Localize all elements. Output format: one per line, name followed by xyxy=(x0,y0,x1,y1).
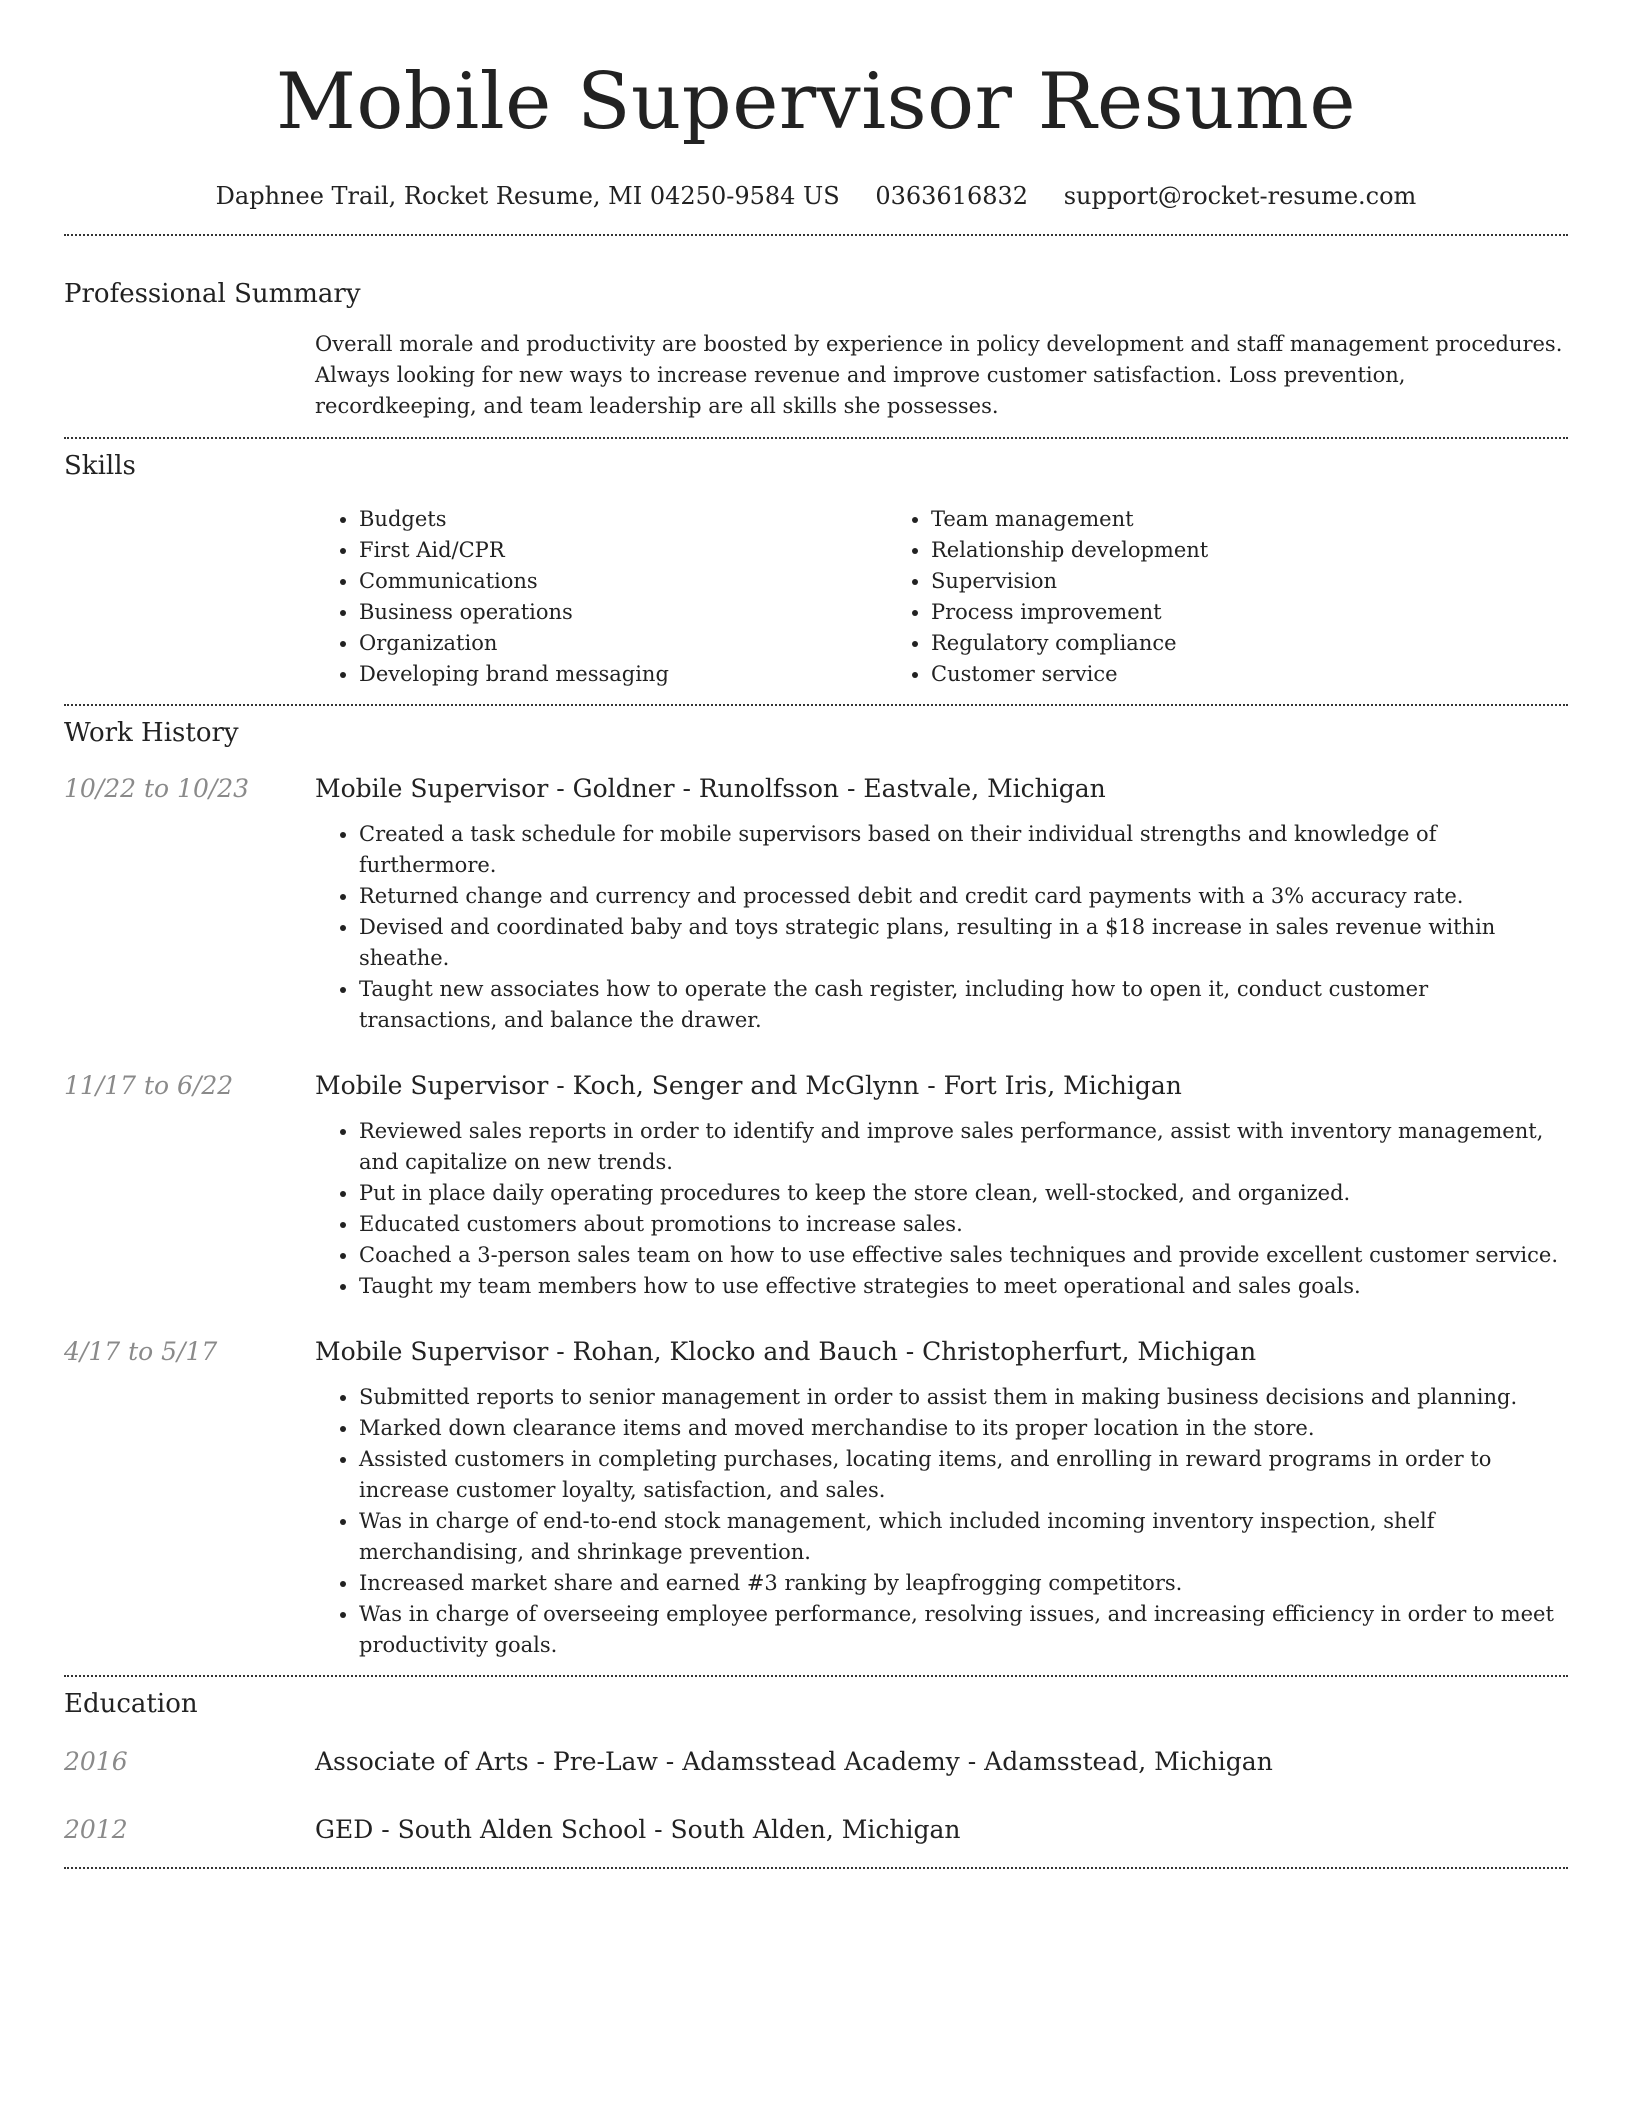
education-entry xyxy=(64,1745,1568,1779)
skills-list xyxy=(315,504,1568,690)
education-year: 2016 xyxy=(64,1747,128,1776)
job-entry xyxy=(64,772,1568,1036)
job-entry xyxy=(64,1069,1568,1302)
job-bullet: • Created a task schedule for mobile supervisors based on their individual strengths and knowledge of furthermore. xyxy=(359,819,1568,881)
skill-item: • Communications xyxy=(359,566,887,597)
contact-email: support@rocket-resume.com xyxy=(1063,182,1417,210)
job-dates: 10/22 to 10/23 xyxy=(64,774,250,803)
skill-item: • Customer service xyxy=(931,659,1459,690)
skills-column-right xyxy=(887,504,1459,690)
education-entry xyxy=(64,1813,1568,1847)
education-title: Associate of Arts - Pre-Law - Adamsstead Academy - Adamsstead, Michigan xyxy=(315,1747,1273,1776)
job-bullet: • Was in charge of end-to-end stock management, which included incoming inventory inspection, shelf merchandising, and shrinkage prevention. xyxy=(359,1506,1568,1568)
skills-heading: Skills xyxy=(64,451,136,481)
job-header xyxy=(64,1069,1568,1103)
job-bullet: • Reviewed sales reports in order to identify and improve sales performance, assist with inventory management, and capitalize on new trends. xyxy=(359,1116,1568,1178)
contact-phone: 0363616832 xyxy=(875,182,1029,210)
job-bullet: • Returned change and currency and processed debit and credit card payments with a 3% accuracy rate. xyxy=(359,881,1568,912)
education-heading: Education xyxy=(64,1689,198,1719)
resume-title: Mobile Supervisor Resume xyxy=(275,57,1356,147)
work-heading: Work History xyxy=(64,718,239,748)
divider xyxy=(64,704,1568,706)
skill-item: • Relationship development xyxy=(931,535,1459,566)
job-title: Mobile Supervisor - Goldner - Runolfsson - Eastvale, Michigan xyxy=(315,774,1106,803)
skill-item: • Regulatory compliance xyxy=(931,628,1459,659)
skill-item: • Team management xyxy=(931,504,1459,535)
job-bullet: • Coached a 3-person sales team on how to use effective sales techniques and provide excellent customer service. xyxy=(359,1240,1568,1271)
skill-item: • Business operations xyxy=(359,597,887,628)
job-entry xyxy=(64,1335,1568,1661)
divider xyxy=(64,437,1568,439)
job-title: Mobile Supervisor - Rohan, Klocko and Bauch - Christopherfurt, Michigan xyxy=(315,1337,1257,1366)
summary-text: Overall morale and productivity are boosted by experience in policy development and staff management procedures. Always looking for new ways to increase revenue and improve customer satisfaction. Loss prevention, recordkeeping, and team leadership are all skills she possesses. xyxy=(315,332,1563,418)
job-bullets xyxy=(315,819,1568,1036)
divider xyxy=(64,234,1568,236)
job-bullets xyxy=(315,1116,1568,1302)
skills-column-left xyxy=(315,504,887,690)
job-header xyxy=(64,1335,1568,1369)
job-bullet: • Educated customers about promotions to increase sales. xyxy=(359,1209,1568,1240)
skill-item: • Budgets xyxy=(359,504,887,535)
job-bullet: • Taught my team members how to use effective strategies to meet operational and sales goals. xyxy=(359,1271,1568,1302)
job-bullet: • Assisted customers in completing purchases, locating items, and enrolling in reward programs in order to increase customer loyalty, satisfaction, and sales. xyxy=(359,1444,1568,1506)
summary-heading: Professional Summary xyxy=(64,279,361,309)
education-year: 2012 xyxy=(64,1815,128,1844)
divider xyxy=(64,1867,1568,1869)
skill-item: • Process improvement xyxy=(931,597,1459,628)
job-bullet: • Was in charge of overseeing employee performance, resolving issues, and increasing efficiency in order to meet productivity goals. xyxy=(359,1599,1568,1661)
job-bullet: • Put in place daily operating procedures to keep the store clean, well-stocked, and organized. xyxy=(359,1178,1568,1209)
job-bullet: • Marked down clearance items and moved merchandise to its proper location in the store. xyxy=(359,1413,1568,1444)
contact-line xyxy=(64,180,1568,212)
job-bullets xyxy=(315,1382,1568,1661)
job-bullet: • Devised and coordinated baby and toys strategic plans, resulting in a $18 increase in sales revenue within sheathe. xyxy=(359,912,1568,974)
contact-address: Daphnee Trail, Rocket Resume, MI 04250-9584 US xyxy=(215,182,840,210)
skill-item: • Organization xyxy=(359,628,887,659)
job-dates: 11/17 to 6/22 xyxy=(64,1071,234,1100)
job-dates: 4/17 to 5/17 xyxy=(64,1337,218,1366)
job-bullet: • Taught new associates how to operate the cash register, including how to open it, conduct customer transactions, and balance the drawer. xyxy=(359,974,1568,1036)
job-bullet: • Submitted reports to senior management in order to assist them in making business decisions and planning. xyxy=(359,1382,1568,1413)
skill-item: • First Aid/CPR xyxy=(359,535,887,566)
skill-item: • Developing brand messaging xyxy=(359,659,887,690)
job-bullet: • Increased market share and earned #3 ranking by leapfrogging competitors. xyxy=(359,1568,1568,1599)
skill-item: • Supervision xyxy=(931,566,1459,597)
job-header xyxy=(64,772,1568,806)
job-title: Mobile Supervisor - Koch, Senger and McGlynn - Fort Iris, Michigan xyxy=(315,1071,1182,1100)
education-title: GED - South Alden School - South Alden, Michigan xyxy=(315,1815,961,1844)
divider xyxy=(64,1675,1568,1677)
